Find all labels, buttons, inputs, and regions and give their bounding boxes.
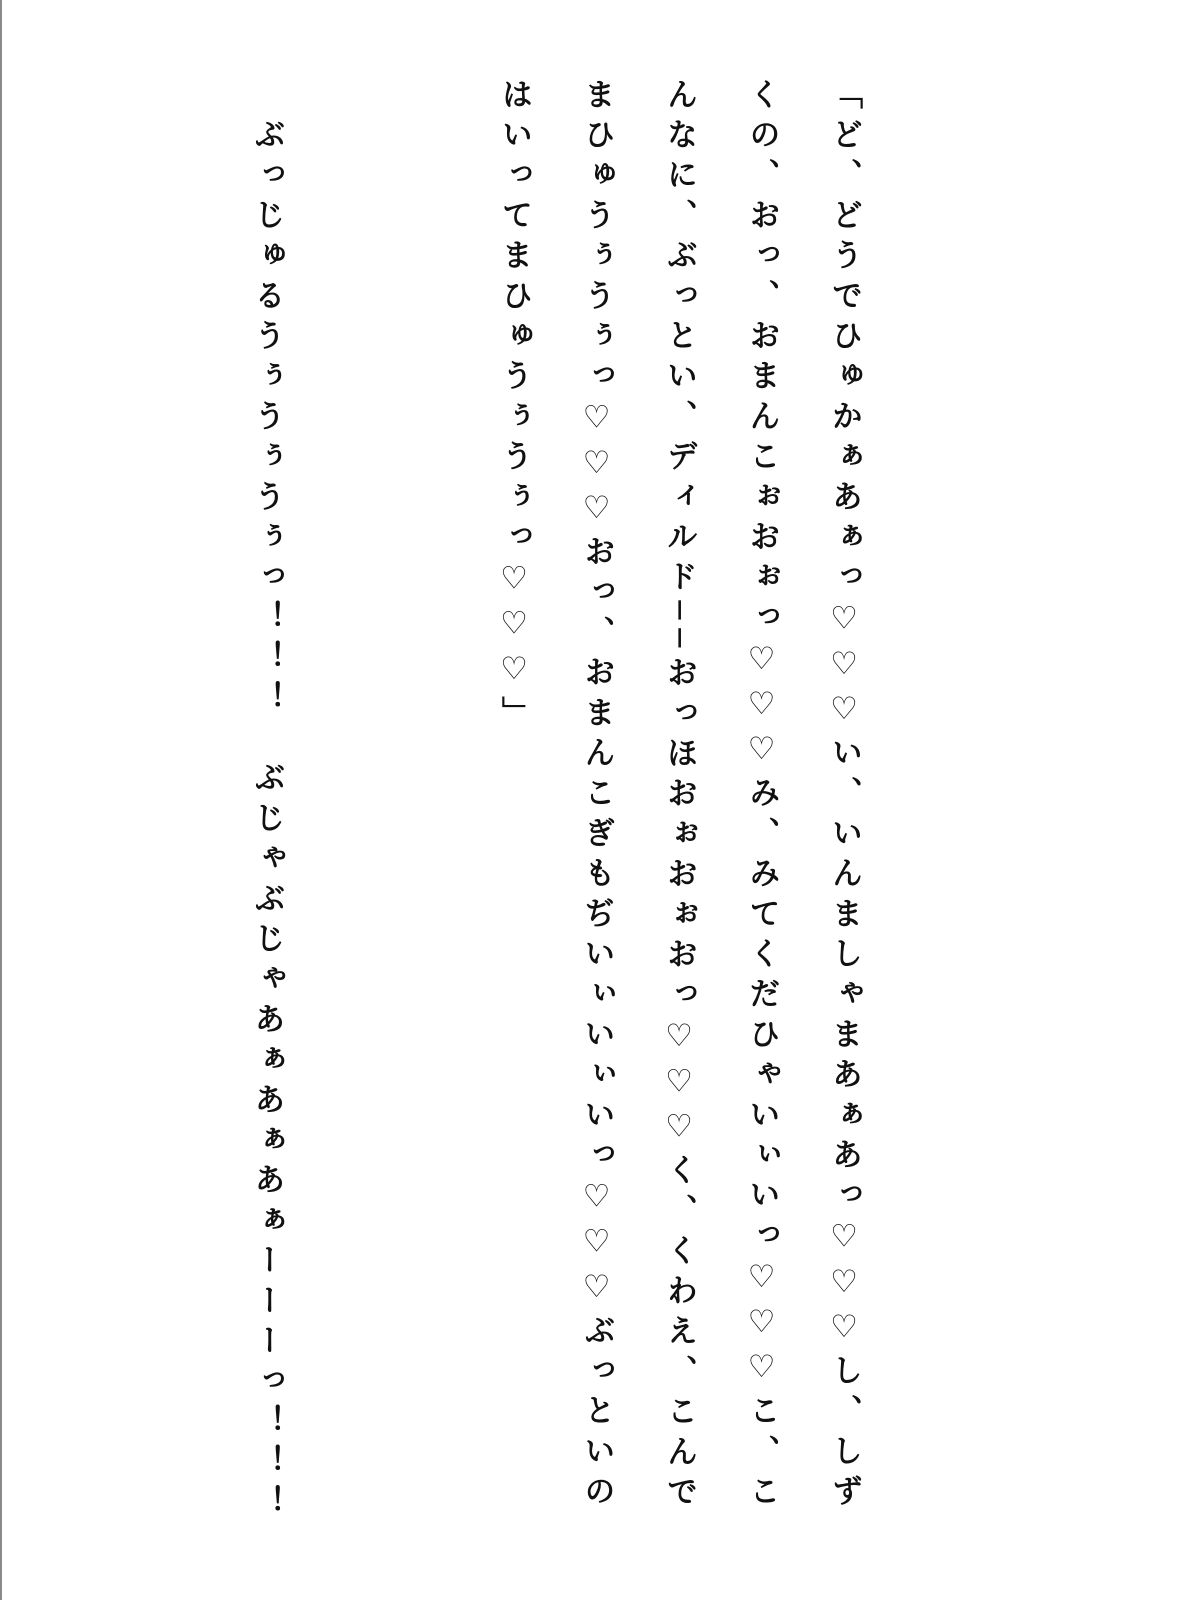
paragraph-dialogue: 「ど、どうでひゅかぁあぁっ♡♡♡い、いんましゃまあぁあっ♡♡♡し、しずくの、おっ、おまんこぉおぉっ♡♡♡み、みてくだひゃいぃいっ♡♡♡こ、こんなに、ぶっとい、ディルド──おっほおぉおぉおっ♡♡♡く、くわえ、こんでまひゅうぅうぅっ♡♡♡おっ、おまんこぎもぢいぃいぃいっ♡♡♡ぶっといのはいってまひゅうぅうぅっ♡♡♡」 <box>496 78 862 1516</box>
vertical-text-body <box>60 78 1050 1548</box>
paragraph-sound-effect: ぶっじゅるうぅうぅうぅっ！！！ ぶじゃぶじゃあぁあぁあぁーーーっ！！！ <box>248 78 285 1526</box>
page-edge-divider <box>0 0 2 1600</box>
